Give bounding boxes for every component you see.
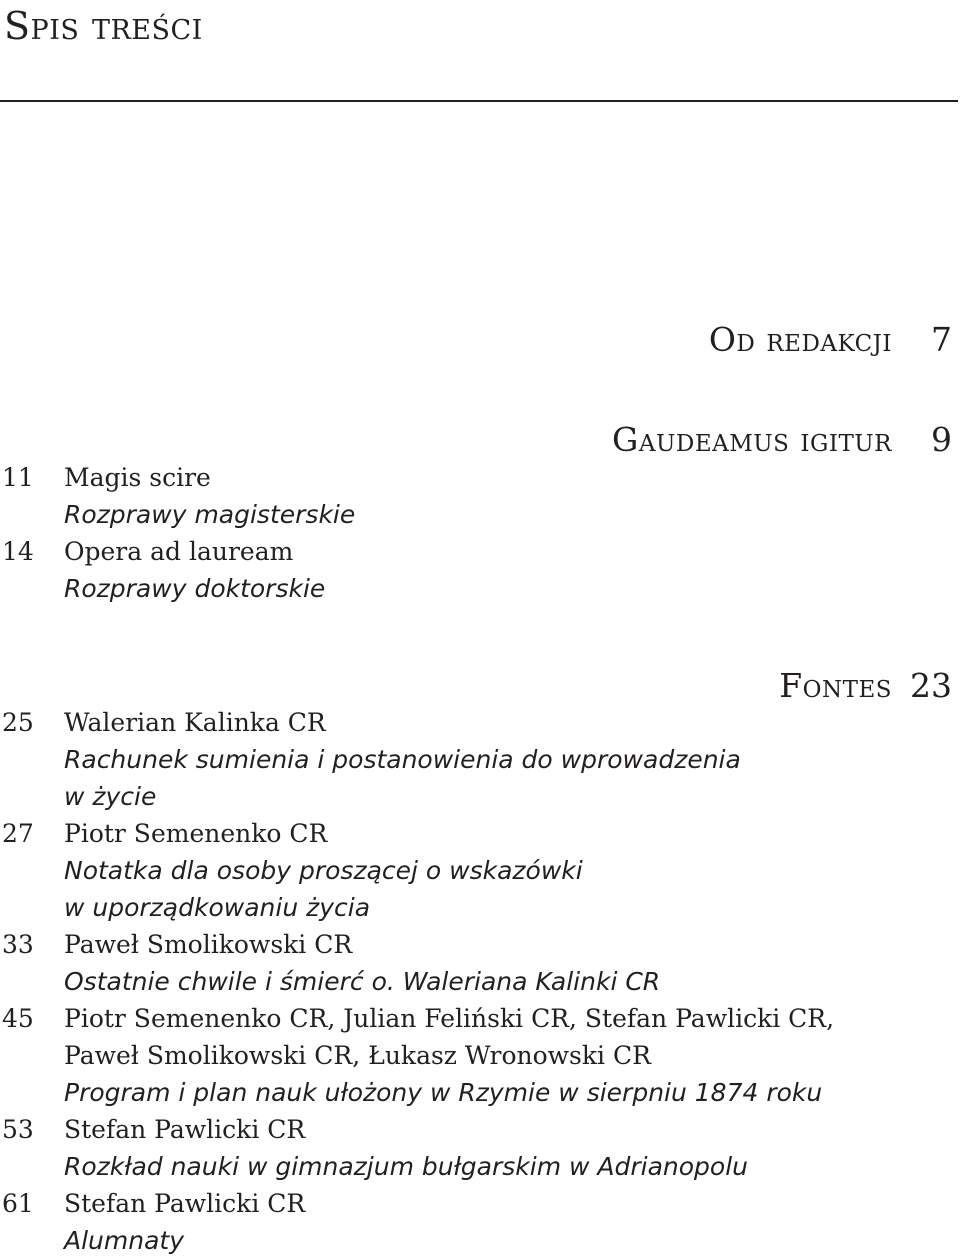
entry-author: Piotr Semenenko CR, Julian Feliński CR, Stefan Pawlicki CR, (64, 1004, 835, 1033)
section-page-number: 7 (931, 320, 952, 359)
toc-entry[interactable] (0, 704, 960, 815)
entry-author: Opera ad lauream (64, 537, 294, 566)
entry-page-number: 61 (2, 1189, 34, 1218)
entry-author: Magis scire (64, 463, 211, 492)
entry-page-number: 27 (2, 819, 34, 848)
toc-entry[interactable] (0, 459, 960, 533)
entry-title: Rozkład nauki w gimnazjum bułgarskim w Adrianopolu (64, 1152, 749, 1181)
toc-entry[interactable] (0, 1111, 960, 1185)
toc-entry[interactable] (0, 926, 960, 1000)
section-page-number: 9 (931, 420, 952, 459)
entry-author: Stefan Pawlicki CR (64, 1115, 306, 1144)
entry-title: Ostatnie chwile i śmierć o. Waleriana Kalinki CR (64, 967, 661, 996)
entry-title: w uporządkowaniu życia (64, 893, 371, 922)
entry-author: Paweł Smolikowski CR, Łukasz Wronowski CR (64, 1041, 651, 1070)
entry-page-number: 33 (2, 930, 34, 959)
entry-title: Rozprawy doktorskie (64, 574, 326, 603)
entry-author: Paweł Smolikowski CR (64, 930, 353, 959)
entry-title: w życie (64, 782, 157, 811)
entry-author: Piotr Semenenko CR (64, 819, 328, 848)
entry-title: Program i plan nauk ułożony w Rzymie w sierpniu 1874 roku (64, 1078, 823, 1107)
entry-author: Stefan Pawlicki CR (64, 1189, 306, 1218)
page-title: Spis treści (4, 4, 203, 48)
toc-entry[interactable] (0, 1185, 960, 1259)
entry-title: Rozprawy magisterskie (64, 500, 356, 529)
title-divider (0, 100, 958, 102)
entry-page-number: 53 (2, 1115, 34, 1144)
section-name: Od redakcji (708, 320, 892, 359)
toc-entry[interactable] (0, 815, 960, 926)
section-fontes[interactable] (779, 666, 952, 706)
section-gaudeamus-igitur[interactable] (612, 420, 952, 460)
entry-page-number: 25 (2, 708, 34, 737)
entry-title: Notatka dla osoby proszącej o wskazówki (64, 856, 583, 885)
entry-author: Walerian Kalinka CR (64, 708, 326, 737)
section-page-number: 23 (910, 666, 952, 705)
toc-entry[interactable] (0, 533, 960, 607)
entry-page-number: 14 (2, 537, 34, 566)
section-name: Fontes (779, 666, 892, 705)
entry-title: Alumnaty (64, 1226, 185, 1255)
entry-title: Rachunek sumienia i postanowienia do wprowadzenia (64, 745, 741, 774)
fontes-entries (0, 704, 960, 1259)
entry-page-number: 45 (2, 1004, 34, 1033)
toc-entry[interactable] (0, 1000, 960, 1111)
gaudeamus-entries (0, 459, 960, 607)
entry-page-number: 11 (2, 463, 34, 492)
section-od-redakcji[interactable] (709, 320, 952, 360)
section-name: Gaudeamus igitur (612, 420, 892, 459)
